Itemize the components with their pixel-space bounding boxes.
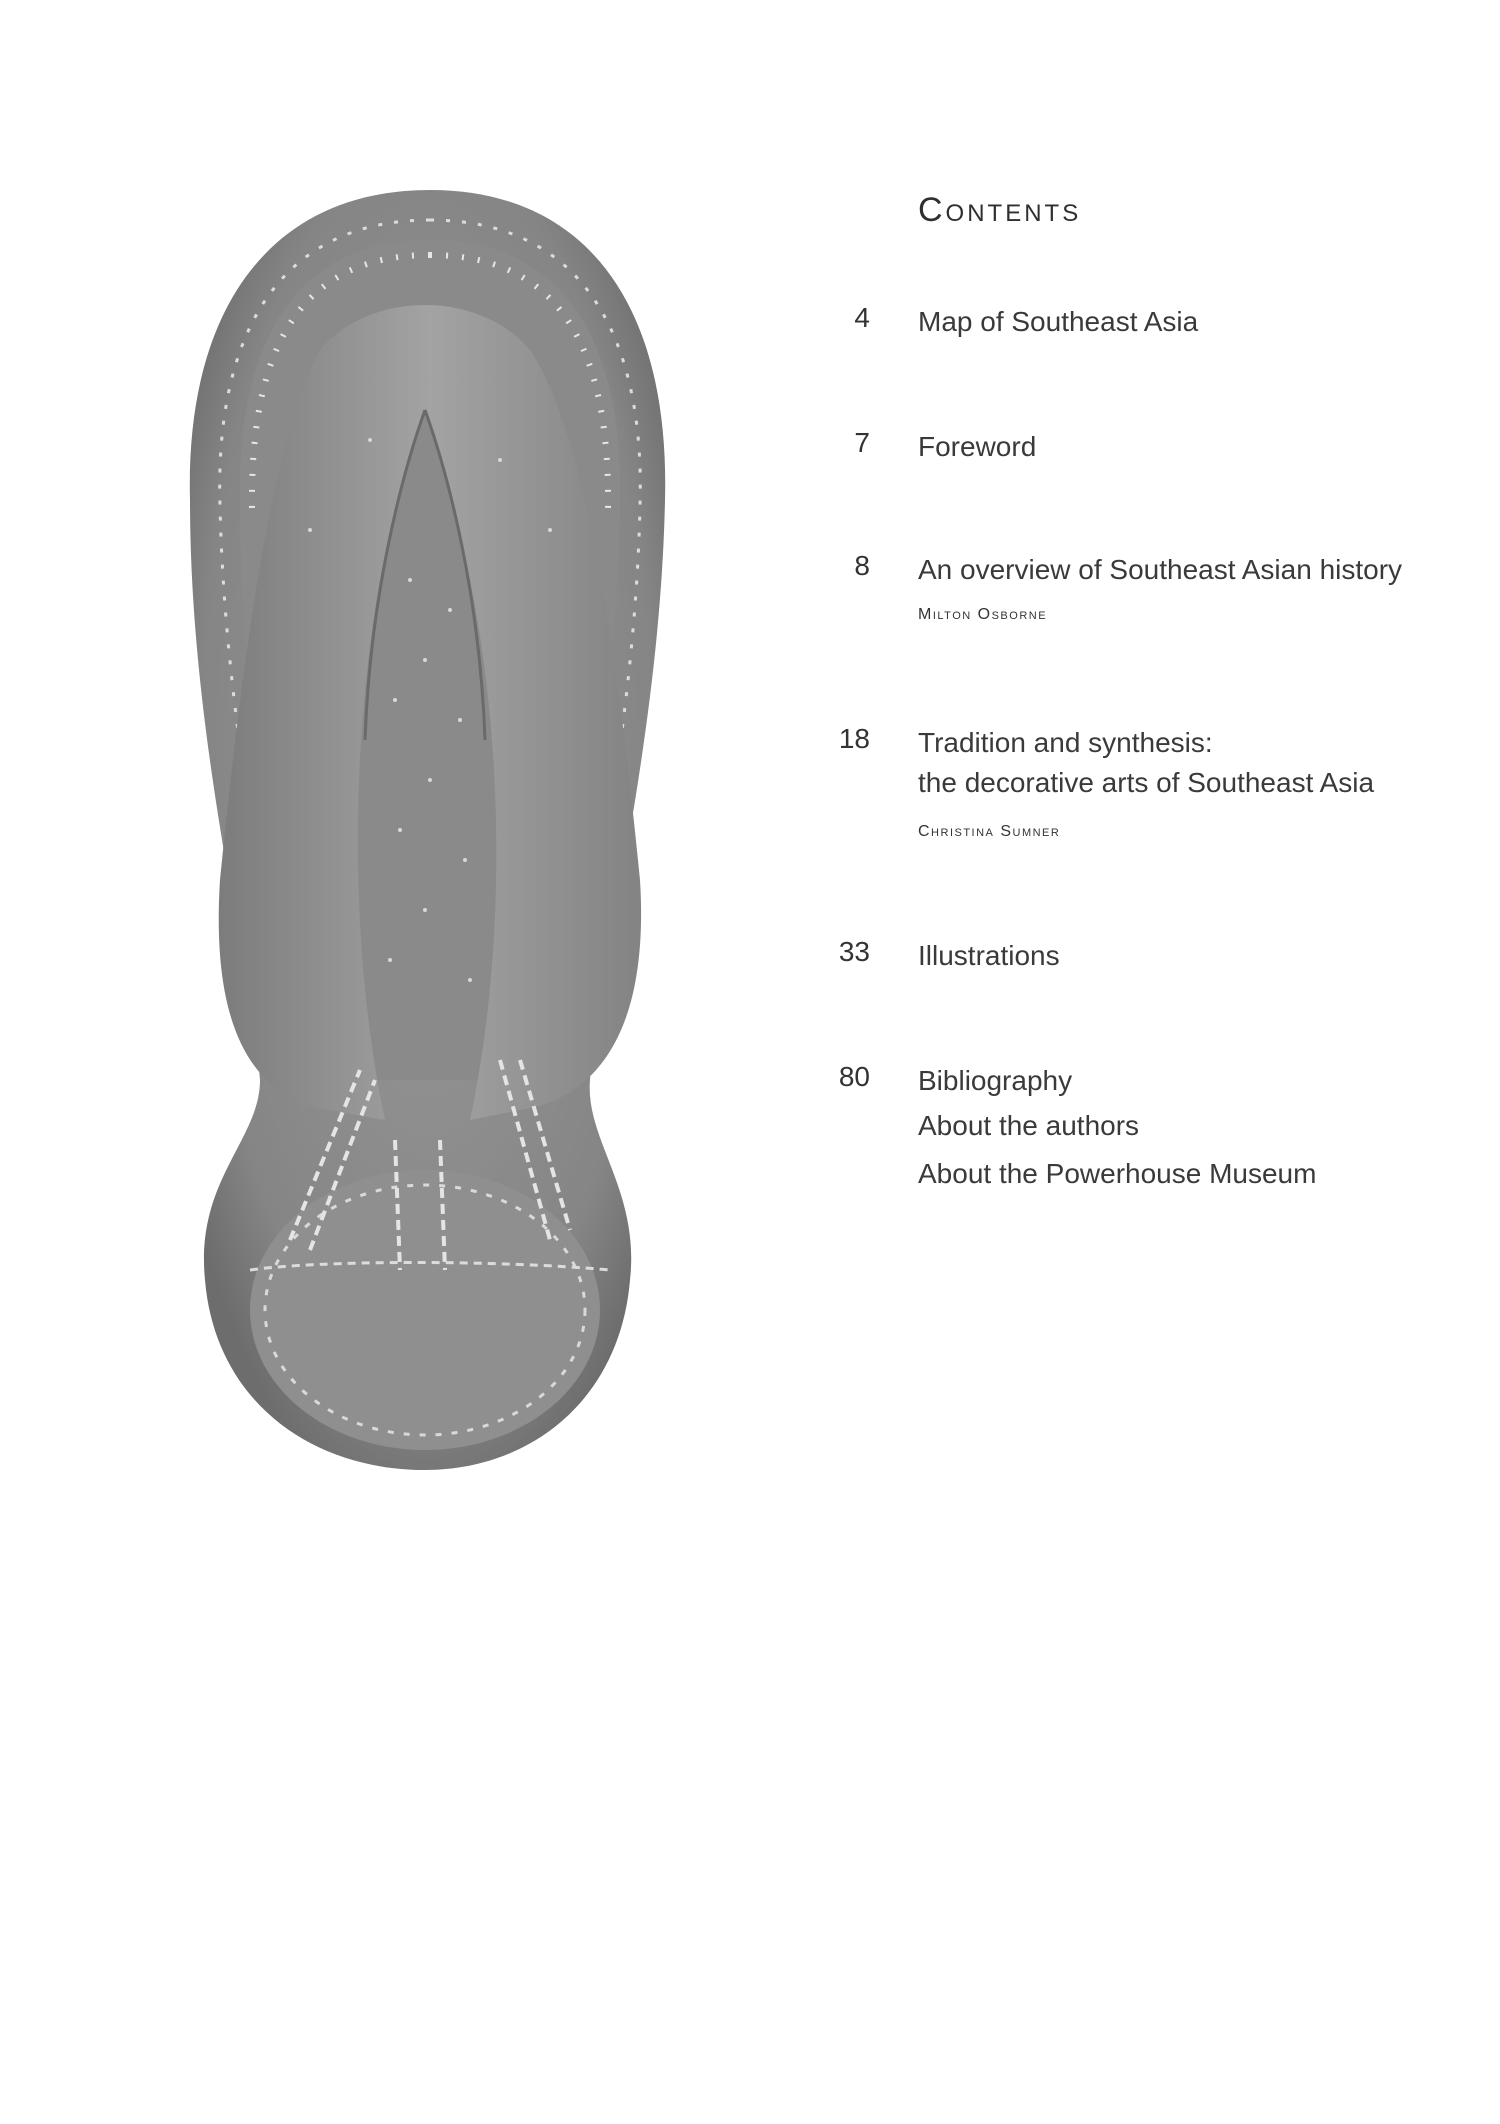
page-number: 4 — [854, 302, 870, 333]
entry-title-line: Tradition and synthesis: — [918, 727, 1213, 758]
entry-title: Map of Southeast Asia — [918, 306, 1199, 337]
page-number: 7 — [854, 427, 870, 458]
entry-title: Foreword — [918, 431, 1037, 462]
entry-title — [918, 723, 1438, 803]
page-number: 80 — [838, 1061, 870, 1092]
page-number: 8 — [854, 550, 870, 581]
entry-title: An overview of Southeast Asian history — [918, 554, 1403, 585]
toc-item-about-authors[interactable]: About the authors — [918, 1110, 1140, 1141]
entry-title: Illustrations — [918, 940, 1060, 971]
page-number: 33 — [838, 936, 870, 967]
entry-author: Milton Osborne — [918, 606, 1048, 623]
toc-item-about-museum[interactable]: About the Powerhouse Museum — [918, 1158, 1317, 1189]
entry-title-line: the decorative arts of Southeast Asia — [918, 767, 1375, 798]
entry-author: Christina Sumner — [918, 823, 1061, 840]
contents-heading: Contents — [918, 190, 1082, 229]
entry-title: Bibliography — [918, 1065, 1073, 1096]
page-number: 18 — [838, 723, 870, 754]
